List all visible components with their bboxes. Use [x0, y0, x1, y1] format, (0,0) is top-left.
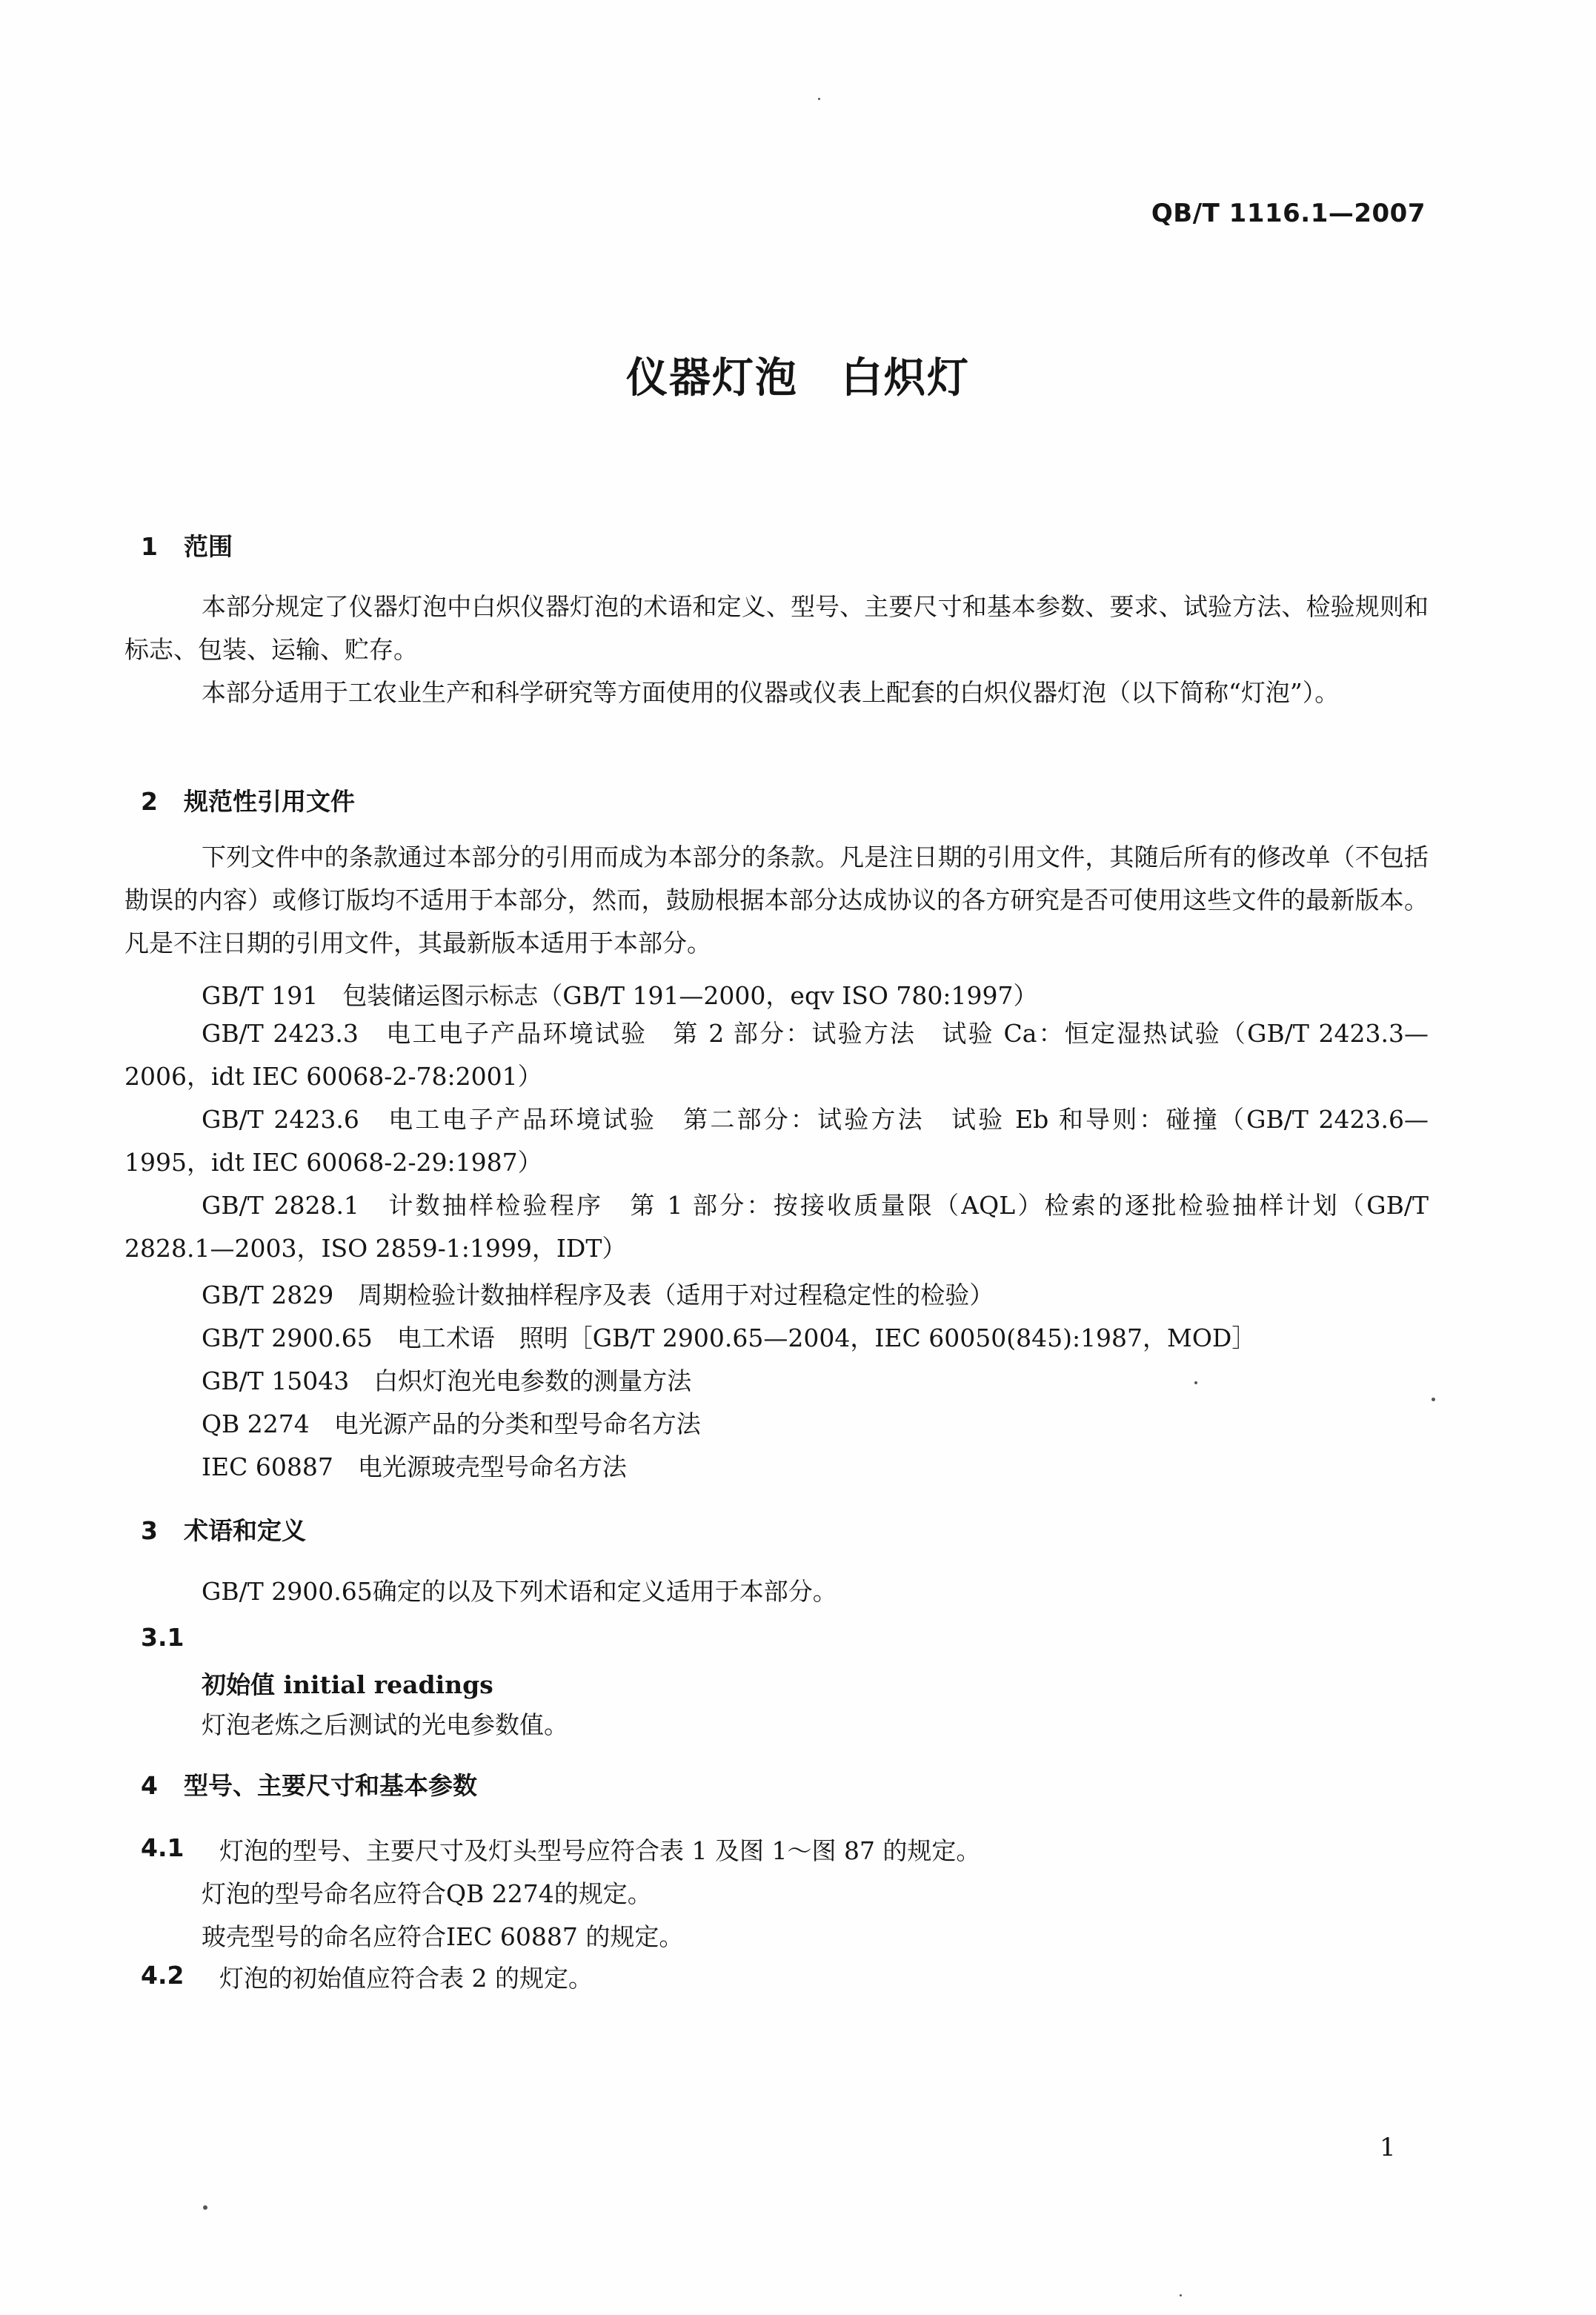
clause-4-1-text: 灯泡的型号、主要尺寸及灯头型号应符合表 1 及图 1～图 87 的规定。 — [219, 1836, 981, 1865]
section-2-title: 规范性引用文件 — [184, 787, 355, 816]
scan-speck — [1432, 1398, 1435, 1401]
scan-speck — [818, 98, 820, 100]
standard-code: QB/T 1116.1—2007 — [1151, 199, 1426, 228]
reference-item: GB/T 2900.65 电工术语 照明［GB/T 2900.65—2004，IEC 60050(845):1987，MOD］ — [202, 1323, 1257, 1352]
clause-4-1-line-3: 玻壳型号的命名应符合IEC 60887 的规定。 — [202, 1922, 684, 1951]
reference-item: QB 2274 电光源产品的分类和型号命名方法 — [202, 1409, 701, 1438]
reference-item: IEC 60887 电光源玻壳型号命名方法 — [202, 1452, 627, 1481]
section-2-number: 2 — [141, 787, 158, 816]
section-3-title: 术语和定义 — [184, 1516, 306, 1545]
clause-4-2-text: 灯泡的初始值应符合表 2 的规定。 — [219, 1964, 593, 1993]
term-3-1-definition: 灯泡老炼之后测试的光电参数值。 — [202, 1710, 568, 1739]
section-4-number: 4 — [141, 1771, 158, 1800]
section-1-paragraph-1: 本部分规定了仪器灯泡中白炽仪器灯泡的术语和定义、型号、主要尺寸和基本参数、要求、试验方法、检验规则和标志、包装、运输、贮存。 — [124, 592, 1429, 664]
reference-item: GB/T 2828.1 计数抽样检验程序 第 1 部分：按接收质量限（AQL）检索的逐批检验抽样计划（GB/T 2828.1—2003，ISO 2859-1:1999，IDT） — [124, 1191, 1429, 1263]
clause-4-1-number: 4.1 — [141, 1833, 184, 1862]
section-3-heading — [141, 1512, 306, 1547]
section-2-intro: 下列文件中的条款通过本部分的引用而成为本部分的条款。凡是注日期的引用文件，其随后所有的修改单（不包括勘误的内容）或修订版均不适用于本部分，然而，鼓励根据本部分达成协议的各方研究是否可使用这些文件的最新版本。凡是不注日期的引用文件，其最新版本适用于本部分。 — [124, 843, 1429, 957]
section-4-title: 型号、主要尺寸和基本参数 — [184, 1771, 477, 1800]
section-3-number: 3 — [141, 1516, 158, 1545]
scan-speck — [1194, 1381, 1197, 1384]
page-number: 1 — [1380, 2133, 1396, 2162]
clause-4-2-number: 4.2 — [141, 1961, 184, 1990]
section-4-heading — [141, 1767, 477, 1801]
reference-item: GB/T 2829 周期检验计数抽样程序及表（适用于对过程稳定性的检验） — [202, 1281, 994, 1309]
reference-item: GB/T 2423.3 电工电子产品环境试验 第 2 部分：试验方法 试验 Ca：恒定湿热试验（GB/T 2423.3—2006，idt IEC 60068-2-78:2001） — [124, 1019, 1429, 1091]
term-3-1-number: 3.1 — [141, 1623, 184, 1652]
reference-item: GB/T 2423.6 电工电子产品环境试验 第二部分：试验方法 试验 Eb 和导则：碰撞（GB/T 2423.6—1995，idt IEC 60068-2-29:1987） — [124, 1105, 1429, 1177]
scan-speck — [203, 2205, 207, 2210]
term-3-1-title: 初始值 initial readings — [202, 1670, 493, 1699]
clause-4-1-line-2: 灯泡的型号命名应符合QB 2274的规定。 — [202, 1879, 652, 1908]
section-1-number: 1 — [141, 532, 158, 561]
section-1-paragraph-2: 本部分适用于工农业生产和科学研究等方面使用的仪器或仪表上配套的白炽仪器灯泡（以下简称“灯泡”）。 — [202, 678, 1340, 707]
section-1-title: 范围 — [184, 532, 233, 561]
section-1-heading — [141, 528, 233, 562]
section-2-heading — [141, 783, 355, 817]
reference-item: GB/T 15043 白炽灯泡光电参数的测量方法 — [202, 1366, 692, 1395]
scan-speck — [1180, 2294, 1182, 2296]
document-title: 仪器灯泡 白炽灯 — [626, 354, 970, 402]
section-3-intro: GB/T 2900.65确定的以及下列术语和定义适用于本部分。 — [202, 1577, 837, 1606]
reference-item: GB/T 191 包装储运图示标志（GB/T 191—2000，eqv ISO 780:1997） — [202, 981, 1038, 1010]
